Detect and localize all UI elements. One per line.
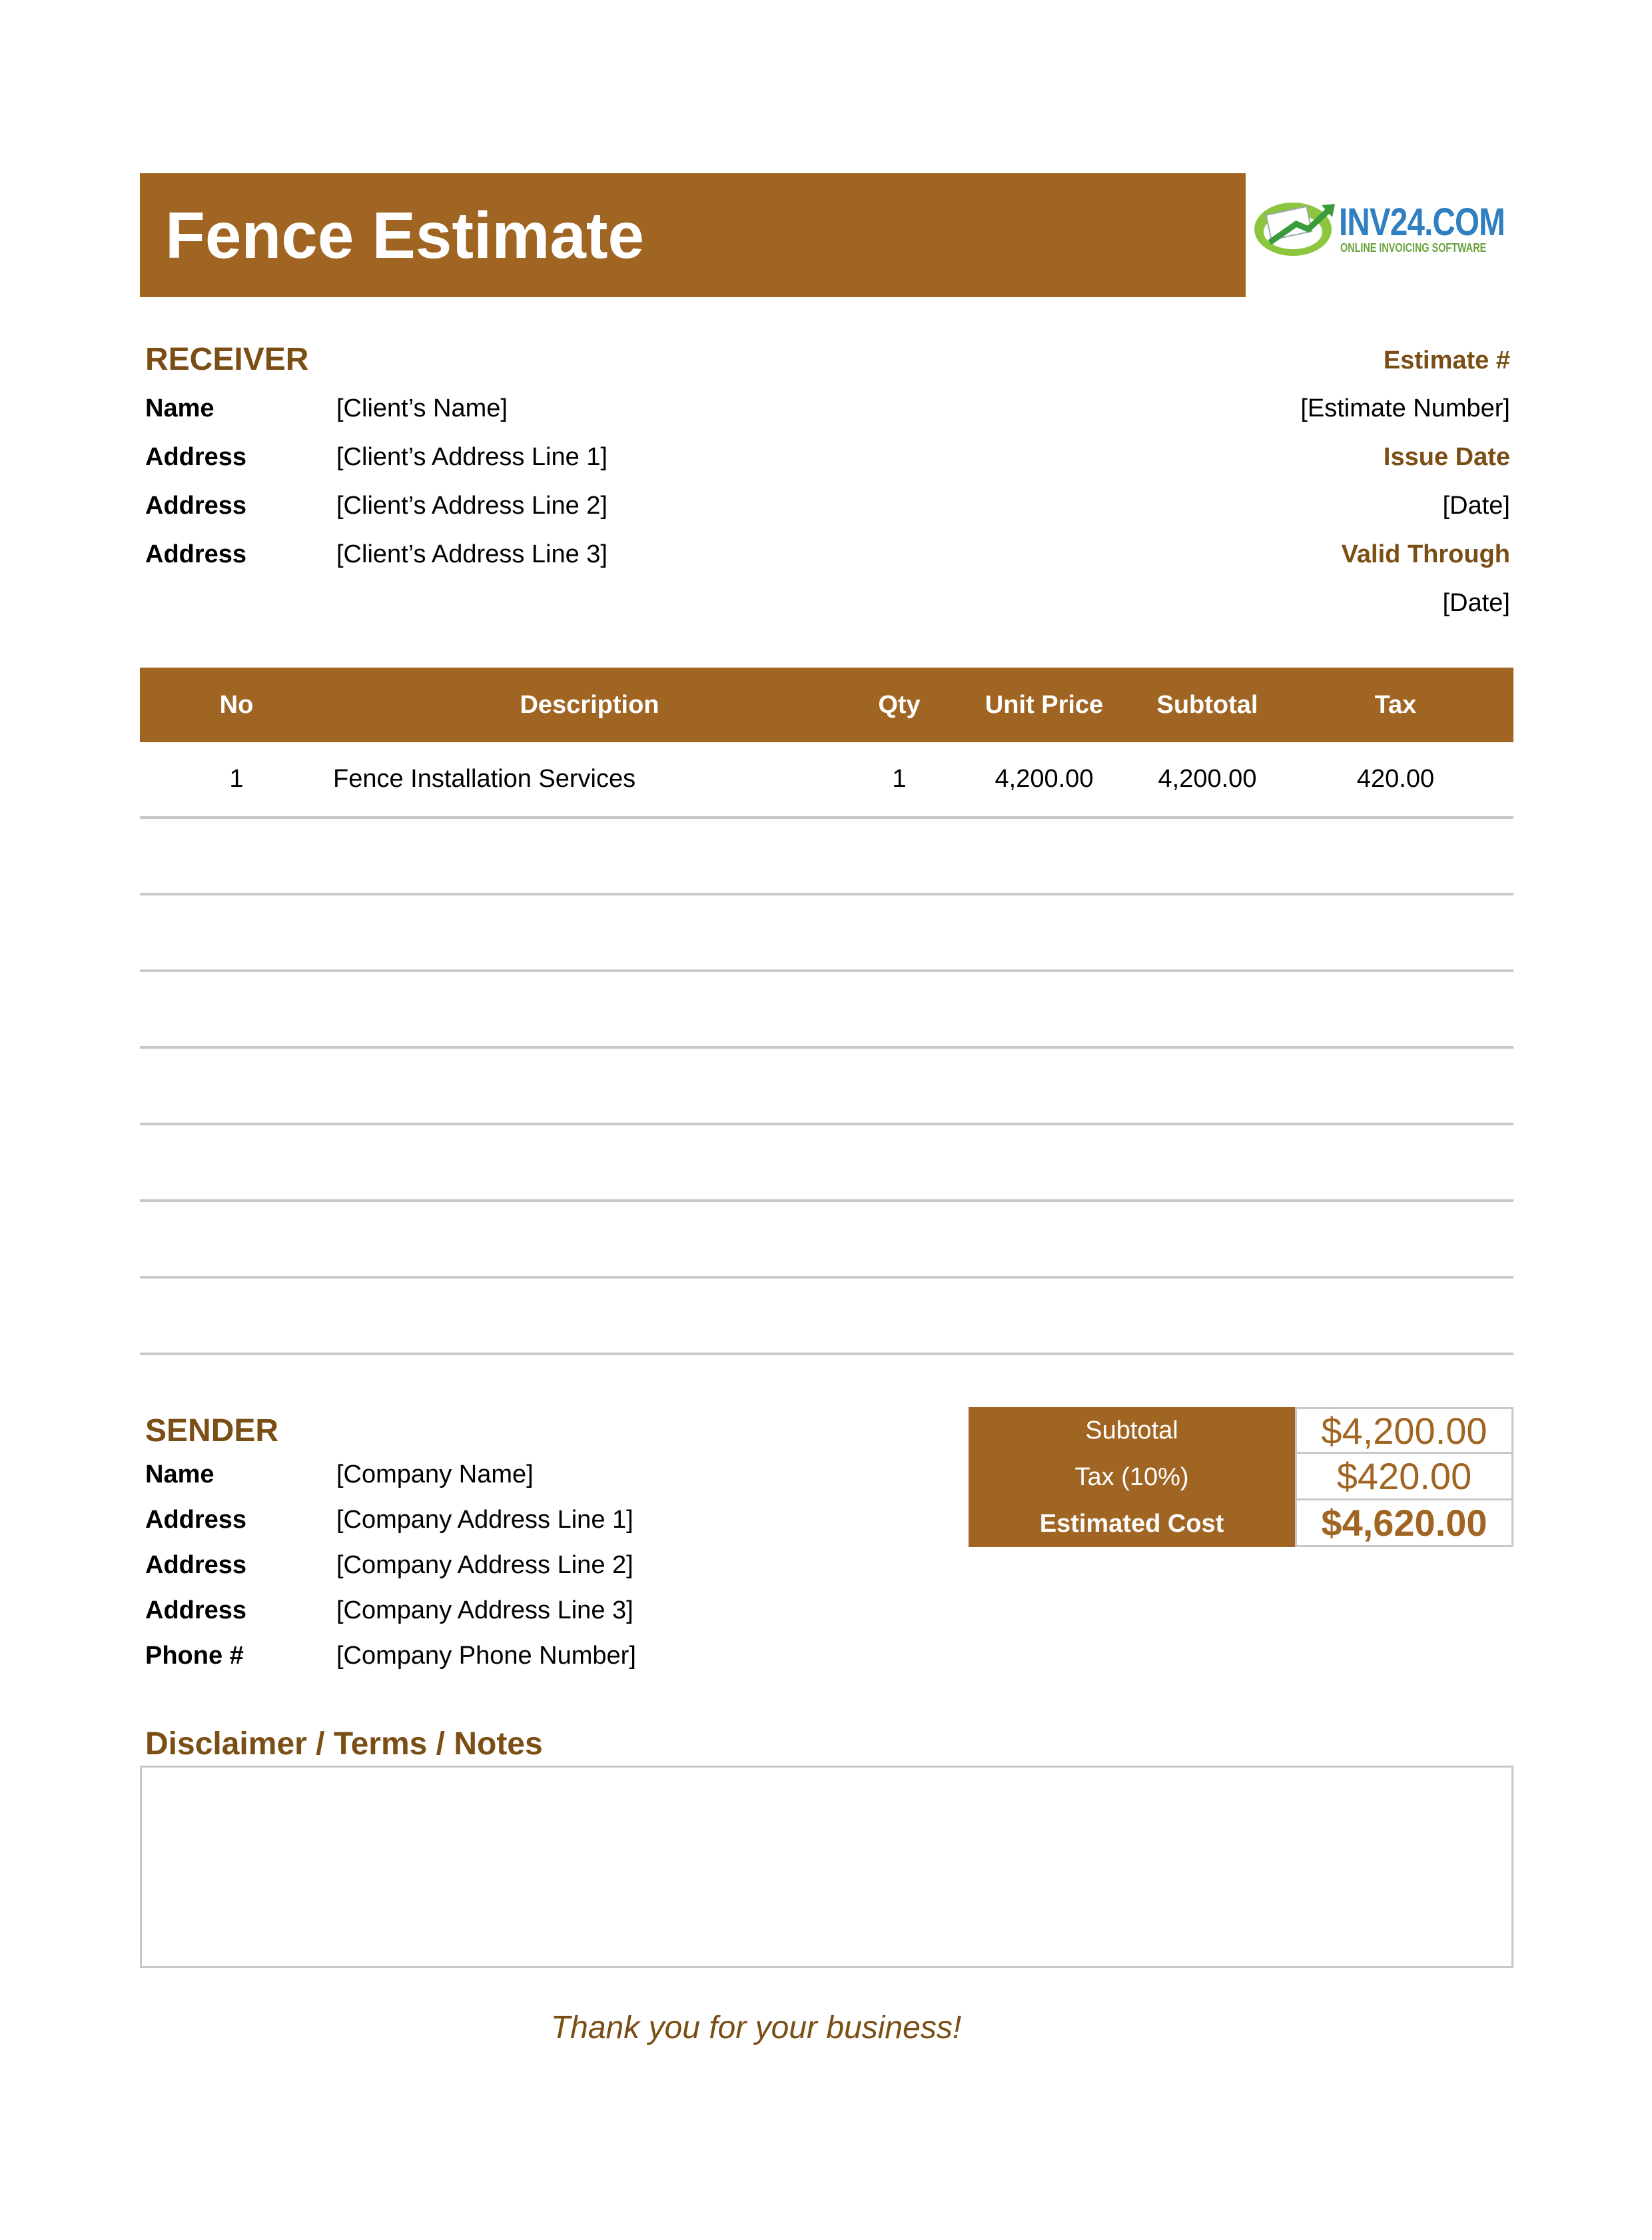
table-row <box>140 895 1513 972</box>
table-row <box>140 1279 1513 1355</box>
totals-subtotal-row <box>969 1407 1513 1454</box>
notes-box[interactable] <box>140 1766 1513 1968</box>
sender-address3-value: [Company Address Line 3] <box>336 1596 633 1624</box>
receiver-address1-label: Address <box>145 443 247 471</box>
totals-subtotal-value: $4,200.00 <box>1295 1407 1513 1454</box>
table-row <box>140 742 1513 819</box>
receiver-address2-label: Address <box>145 492 247 520</box>
totals-subtotal-label: Subtotal <box>969 1407 1295 1454</box>
sender-name-label: Name <box>145 1460 214 1488</box>
table-header <box>140 668 1513 742</box>
sender-phone-value: [Company Phone Number] <box>336 1642 636 1670</box>
sender-address1-value: [Company Address Line 1] <box>336 1506 633 1534</box>
issue-date-value: [Date] <box>1442 492 1510 520</box>
totals-estimated-row <box>969 1500 1513 1547</box>
sender-address2-label: Address <box>145 1551 247 1579</box>
receiver-address1-value: [Client’s Address Line 1] <box>336 443 608 471</box>
table-row <box>140 819 1513 895</box>
receiver-name-value: [Client’s Name] <box>336 394 508 422</box>
issue-date-label: Issue Date <box>1383 443 1510 471</box>
totals-tax-value: $420.00 <box>1295 1454 1513 1500</box>
sender-address3-label: Address <box>145 1596 247 1624</box>
estimate-number-label: Estimate # <box>1383 346 1510 374</box>
totals-tax-row <box>969 1454 1513 1500</box>
thank-you-message: Thank you for your business! <box>550 2010 962 2045</box>
receiver-address3-value: [Client’s Address Line 3] <box>336 540 608 568</box>
col-header-subtotal: Subtotal <box>1156 690 1258 719</box>
cell-unit-price: 4,200.00 <box>995 765 1094 793</box>
document-title: Fence Estimate <box>165 199 644 272</box>
logo-name: INV24.COM <box>1339 201 1505 244</box>
notes-content <box>142 1768 1511 1794</box>
col-header-tax: Tax <box>1374 690 1417 719</box>
logo-tagline: ONLINE INVOICING SOFTWARE <box>1340 241 1487 255</box>
sender-heading: SENDER <box>145 1413 279 1448</box>
sender-phone-label: Phone # <box>145 1642 244 1670</box>
table-row <box>140 1049 1513 1125</box>
totals-estimated-label: Estimated Cost <box>969 1500 1295 1547</box>
receiver-name-label: Name <box>145 394 214 422</box>
table-row <box>140 1202 1513 1279</box>
notes-heading: Disclaimer / Terms / Notes <box>145 1726 543 1762</box>
sender-name-value: [Company Name] <box>336 1460 534 1488</box>
receiver-heading: RECEIVER <box>145 342 309 377</box>
table-row <box>140 1125 1513 1202</box>
cell-subtotal: 4,200.00 <box>1158 765 1257 793</box>
totals-box <box>969 1407 1513 1547</box>
col-header-description: Description <box>520 690 659 719</box>
col-header-no: No <box>219 690 254 719</box>
cell-qty: 1 <box>892 765 907 793</box>
totals-tax-label: Tax (10%) <box>969 1454 1295 1500</box>
col-header-unit-price: Unit Price <box>985 690 1104 719</box>
cell-no: 1 <box>229 765 244 793</box>
col-header-qty: Qty <box>878 690 921 719</box>
table-row <box>140 972 1513 1049</box>
totals-estimated-value: $4,620.00 <box>1295 1500 1513 1547</box>
sender-address1-label: Address <box>145 1506 247 1534</box>
receiver-address3-label: Address <box>145 540 247 568</box>
valid-through-label: Valid Through <box>1341 540 1510 568</box>
sender-address2-value: [Company Address Line 2] <box>336 1551 633 1579</box>
line-items-table <box>140 668 1513 1355</box>
cell-description: Fence Installation Services <box>333 765 636 793</box>
valid-through-value: [Date] <box>1442 589 1510 617</box>
cell-tax: 420.00 <box>1356 765 1435 793</box>
receiver-address2-value: [Client’s Address Line 2] <box>336 492 608 520</box>
estimate-number-value: [Estimate Number] <box>1300 394 1510 422</box>
